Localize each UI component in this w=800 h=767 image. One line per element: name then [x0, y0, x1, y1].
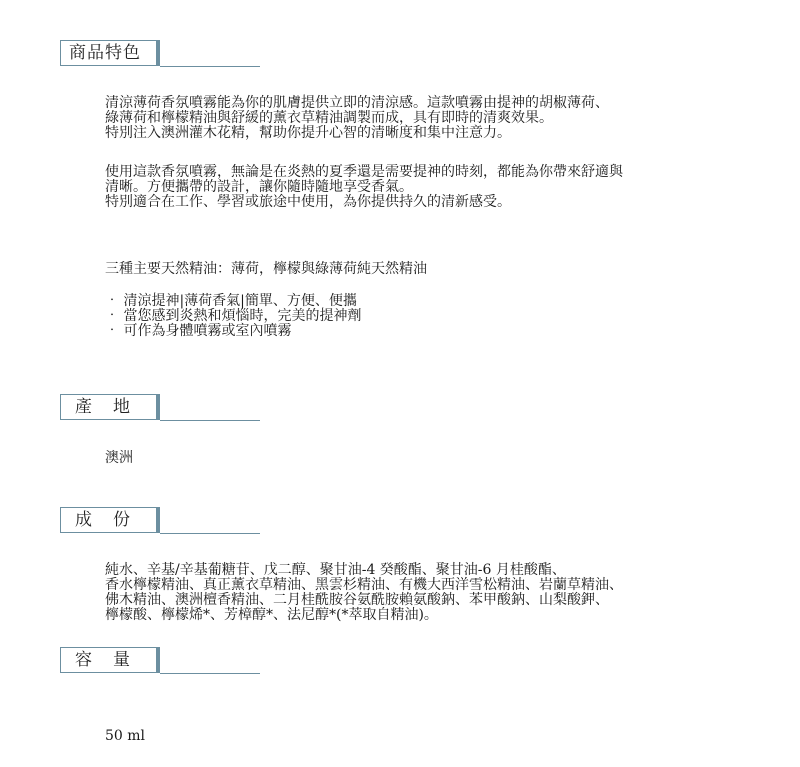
heading-label: 產地 [60, 394, 156, 420]
heading-accent-bar [156, 394, 160, 420]
section-heading-features [60, 40, 260, 70]
volume-value: 50 ml [105, 728, 146, 744]
text-line: 純水、辛基/辛基葡糖苷、戊二醇、聚甘油-4 癸酸酯、聚甘油-6 月桂酸酯、 [105, 562, 566, 578]
text-line: 檸檬酸、檸檬烯*、芳樟醇*、法尼醇*(*萃取自精油)。 [105, 607, 438, 623]
heading-accent-bar [156, 507, 160, 533]
heading-accent-bar [156, 647, 160, 673]
features-bullet-list [105, 294, 361, 339]
heading-underline [160, 66, 260, 67]
text-line: 綠薄荷和檸檬精油與舒緩的薰衣草精油調製而成，具有即時的清爽效果。 [105, 110, 553, 126]
text-line: 特別適合在工作、學習或旅途中使用，為你提供持久的清新感受。 [105, 194, 511, 210]
text-line: 使用這款香氛噴霧，無論是在炎熱的夏季還是需要提神的時刻，都能為你帶來舒適與 [105, 164, 623, 180]
text-line: 清涼薄荷香氛噴霧能為你的肌膚提供立即的清涼感。這款噴霧由提神的胡椒薄荷、 [105, 95, 609, 111]
text-line: 清晰。方便攜帶的設計，讓你隨時隨地享受香氣。 [105, 179, 413, 195]
heading-label: 容量 [60, 647, 156, 673]
list-item: ‧ 清涼提神|薄荷香氣|簡單、方便、便攜 [105, 293, 357, 309]
section-heading-volume [60, 647, 260, 677]
origin-value: 澳洲 [105, 450, 133, 466]
ingredients-list [105, 563, 623, 623]
features-oils: 三種主要天然精油：薄荷，檸檬與綠薄荷純天然精油 [105, 261, 427, 277]
text-line: 佛木精油、澳洲檀香精油、二月桂酰胺谷氨酰胺賴氨酸鈉、苯甲酸鈉、山梨酸鉀、 [105, 592, 609, 608]
section-heading-origin [60, 394, 260, 424]
section-heading-ingredients [60, 507, 260, 537]
heading-underline [160, 673, 260, 674]
heading-label: 商品特色 [60, 40, 156, 66]
text-line: 香水檸檬精油、真正薰衣草精油、黑雲杉精油、有機大西洋雪松精油、岩蘭草精油、 [105, 577, 623, 593]
features-paragraph-2 [105, 165, 623, 210]
list-item: ‧ 可作為身體噴霧或室內噴霧 [105, 323, 292, 339]
text-line: 特別注入澳洲灌木花精，幫助你提升心智的清晰度和集中注意力。 [105, 125, 511, 141]
features-paragraph-1 [105, 96, 609, 141]
heading-underline [160, 533, 260, 534]
heading-accent-bar [156, 40, 160, 66]
heading-label: 成份 [60, 507, 156, 533]
heading-underline [160, 420, 260, 421]
list-item: ‧ 當您感到炎熱和煩惱時，完美的提神劑 [105, 308, 362, 324]
